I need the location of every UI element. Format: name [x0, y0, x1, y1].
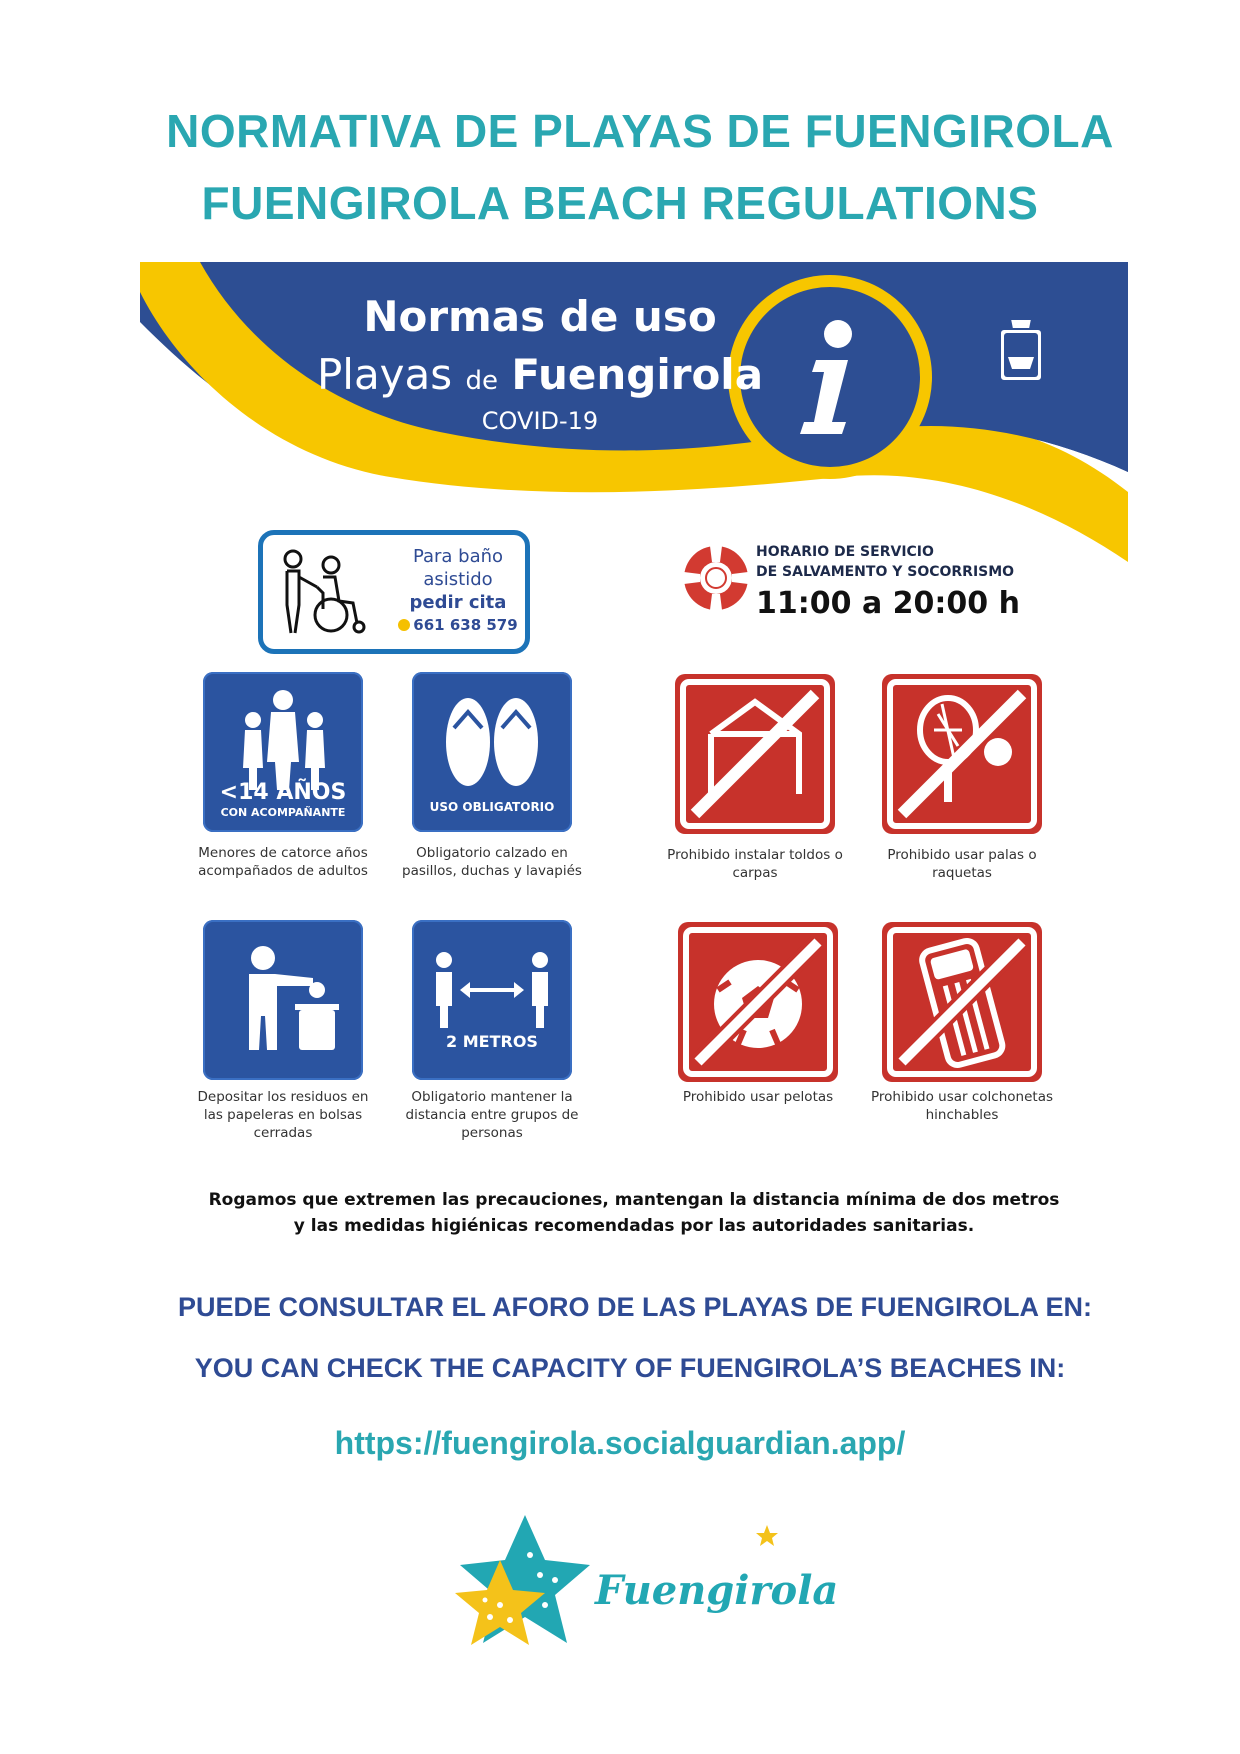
no-inflatable-icon — [882, 922, 1042, 1082]
lifeguard-line-1: HORARIO DE SERVICIO — [756, 544, 934, 560]
lifebuoy-icon — [680, 542, 752, 614]
assisted-bathing-box — [258, 530, 530, 654]
tile-minors-caption: Menores de catorce años acompañados de adultos — [198, 845, 368, 879]
capacity-notice-spanish: PUEDE CONSULTAR EL AFORO DE LAS PLAYAS DE FUENGIROLA EN: — [177, 1292, 1093, 1322]
poster-note-line-2: y las medidas higiénicas recomendadas por las autoridades sanitarias. — [293, 1216, 975, 1236]
tile-footwear-label: USO OBLIGATORIO — [429, 800, 555, 814]
tile-footwear-caption: Obligatorio calzado en pasillos, duchas y lavapiés — [402, 845, 582, 879]
tile-no-tents — [675, 674, 835, 834]
tile-minors — [203, 672, 363, 832]
tile-no-rackets — [882, 674, 1042, 834]
tile-waste — [203, 920, 363, 1080]
no-racket-icon — [882, 674, 1042, 834]
tile-no-balls-caption: Prohibido usar pelotas — [682, 1089, 834, 1105]
lifeguard-schedule — [680, 542, 1050, 622]
waste-bin-icon — [203, 920, 363, 1080]
capacity-link[interactable]: https://fuengirola.socialguardian.app/ — [334, 1425, 906, 1461]
assist-line-3: pedir cita — [409, 592, 507, 613]
page-title-spanish: NORMATIVA DE PLAYAS DE FUENGIROLA — [166, 105, 1114, 157]
assist-phone-number: 661 638 579 — [413, 616, 518, 634]
beach-rules-poster — [140, 262, 1128, 1242]
tile-no-tents-caption: Prohibido instalar toldos o carpas — [667, 847, 843, 881]
tile-minors-sublabel: CON ACOMPAÑANTE — [220, 806, 346, 819]
poster-note-line-1: Rogamos que extremen las precauciones, mantengan la distancia mínima de dos metros — [208, 1190, 1060, 1210]
lifeguard-line-2: DE SALVAMENTO Y SOCORRISMO — [756, 564, 1015, 580]
no-ball-icon — [678, 922, 838, 1082]
lifeguard-hours: 11:00 a 20:00 h — [756, 586, 1020, 621]
phone-icon — [398, 619, 410, 631]
assist-line-2: asistido — [423, 569, 493, 590]
tile-distance-label: 2 METROS — [446, 1032, 538, 1051]
tile-no-inflatables-caption: Prohibido usar colchonetas hinchables — [871, 1089, 1053, 1123]
distance-icon — [412, 920, 572, 1080]
tile-distance-caption: Obligatorio mantener la distancia entre grupos de personas — [405, 1089, 579, 1141]
poster-heading: Normas de uso — [363, 292, 717, 341]
tile-no-rackets-caption: Prohibido usar palas o raquetas — [887, 847, 1037, 881]
poster-footer-note — [140, 1187, 1128, 1239]
assisted-bathing-text — [393, 545, 523, 637]
no-tent-icon — [675, 674, 835, 834]
assist-phone — [393, 614, 523, 637]
assist-line-1: Para baño — [412, 546, 504, 567]
tile-no-balls — [678, 922, 838, 1082]
tile-waste-caption: Depositar los residuos en las papeleras en bolsas cerradas — [197, 1089, 369, 1141]
tile-footwear — [412, 672, 572, 832]
tile-no-inflatables — [882, 922, 1042, 1082]
page-title-english: FUENGIROLA BEACH REGULATIONS — [201, 177, 1039, 229]
crest-icon — [1000, 319, 1042, 381]
poster-subheading: Playas de Fuengirola — [316, 350, 764, 399]
wheelchair-assist-icon — [273, 547, 383, 637]
fuengirola-logo — [445, 1505, 839, 1675]
tile-minors-label: <14 AÑOS — [219, 780, 347, 805]
capacity-notice-english: YOU CAN CHECK THE CAPACITY OF FUENGIROLA’S BEACHES IN: — [194, 1353, 1066, 1383]
covid-label: COVID-19 — [481, 407, 599, 435]
fuengirola-logo-text: Fuengirola — [595, 1567, 839, 1614]
tile-distance — [412, 920, 572, 1080]
